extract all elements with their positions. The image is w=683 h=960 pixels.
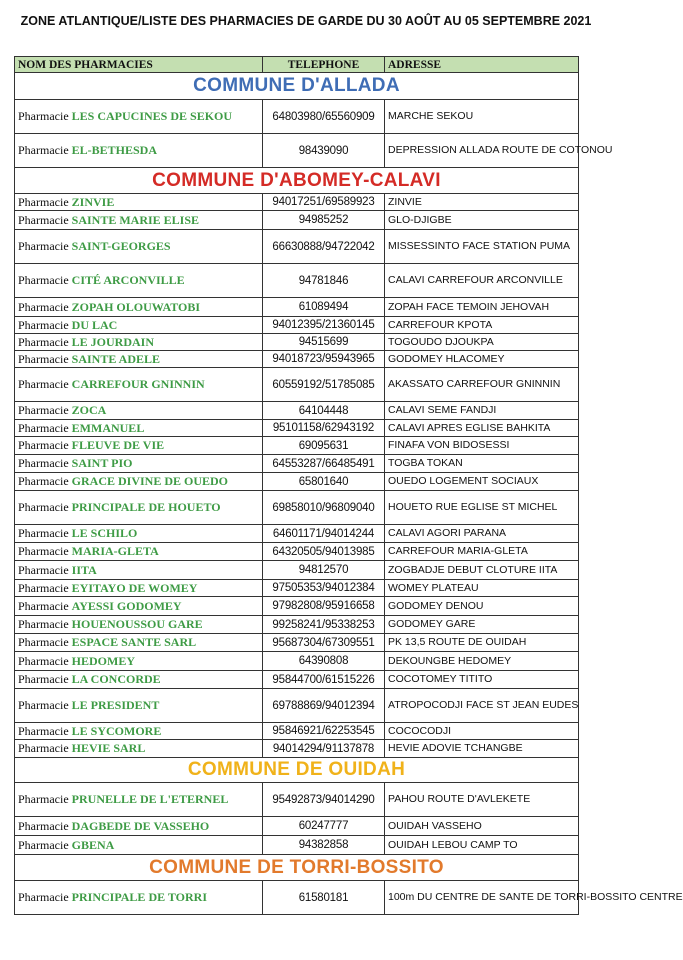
pharmacy-phone: 60559192/51785085 bbox=[263, 368, 385, 402]
pharmacy-row bbox=[15, 473, 579, 491]
pharmacy-name-cell bbox=[15, 783, 263, 817]
pharmacy-row bbox=[15, 134, 579, 168]
pharmacy-prefix: Pharmacie bbox=[18, 438, 69, 452]
pharmacy-prefix: Pharmacie bbox=[18, 698, 69, 712]
page-title: ZONE ATLANTIQUE/LISTE DES PHARMACIES DE GARDE DU 30 AOÛT AU 05 SEPTEMBRE 2021 bbox=[20, 14, 592, 28]
commune-heading: COMMUNE DE TORRI-BOSSITO bbox=[15, 855, 579, 881]
pharmacy-phone: 64803980/65560909 bbox=[263, 100, 385, 134]
pharmacy-name: LES CAPUCINES DE SEKOU bbox=[71, 109, 233, 123]
pharmacy-row bbox=[15, 580, 579, 597]
pharmacy-name-cell bbox=[15, 402, 263, 420]
pharmacy-address: CALAVI APRES EGLISE BAHKITA bbox=[385, 420, 579, 437]
pharmacy-prefix: Pharmacie bbox=[18, 143, 69, 157]
pharmacy-row bbox=[15, 264, 579, 298]
pharmacy-name-cell bbox=[15, 211, 263, 230]
pharmacy-name-cell bbox=[15, 317, 263, 334]
pharmacy-row bbox=[15, 334, 579, 351]
pharmacy-phone: 64320505/94013985 bbox=[263, 543, 385, 561]
pharmacy-name: HOUENOUSSOU GARE bbox=[71, 617, 203, 631]
pharmacy-prefix: Pharmacie bbox=[18, 456, 69, 470]
header-phone: TELEPHONE bbox=[263, 57, 385, 73]
pharmacy-phone: 65801640 bbox=[263, 473, 385, 491]
pharmacy-name: GBENA bbox=[71, 837, 115, 852]
header-address: ADRESSE bbox=[385, 57, 579, 73]
pharmacy-address: GODOMEY HLACOMEY bbox=[385, 351, 579, 368]
pharmacy-address: HEVIE ADOVIE TCHANGBE bbox=[385, 740, 579, 758]
pharmacy-prefix: Pharmacie bbox=[18, 890, 69, 904]
pharmacy-address: OUIDAH LEBOU CAMP TO bbox=[385, 836, 579, 855]
pharmacy-prefix: Pharmacie bbox=[18, 562, 69, 577]
pharmacy-name-cell bbox=[15, 597, 263, 616]
pharmacy-prefix: Pharmacie bbox=[18, 194, 69, 209]
pharmacy-prefix: Pharmacie bbox=[18, 212, 69, 227]
pharmacy-name-cell bbox=[15, 652, 263, 671]
pharmacy-name-cell bbox=[15, 368, 263, 402]
pharmacy-address: HOUETO RUE EGLISE ST MICHEL bbox=[385, 491, 579, 525]
pharmacy-table-body bbox=[15, 57, 683, 915]
pharmacy-phone: 94018723/95943965 bbox=[263, 351, 385, 368]
pharmacy-address: MISSESSINTO FACE STATION PUMA bbox=[385, 230, 579, 264]
pharmacy-row bbox=[15, 740, 579, 758]
pharmacy-name-cell bbox=[15, 420, 263, 437]
pharmacy-row bbox=[15, 783, 579, 817]
pharmacy-row bbox=[15, 652, 579, 671]
pharmacy-prefix: Pharmacie bbox=[18, 792, 69, 806]
pharmacy-phone: 94382858 bbox=[263, 836, 385, 855]
pharmacy-name: MARIA-GLETA bbox=[71, 544, 159, 558]
pharmacy-prefix: Pharmacie bbox=[18, 580, 69, 595]
pharmacy-name-cell bbox=[15, 455, 263, 473]
pharmacy-prefix: Pharmacie bbox=[18, 351, 69, 366]
pharmacy-name-cell bbox=[15, 264, 263, 298]
pharmacy-row bbox=[15, 402, 579, 420]
pharmacy-prefix: Pharmacie bbox=[18, 818, 69, 833]
pharmacy-address: MARCHE SEKOU bbox=[385, 100, 579, 134]
pharmacy-address: ATROPOCODJI FACE ST JEAN EUDES bbox=[385, 689, 579, 723]
pharmacy-prefix: Pharmacie bbox=[18, 239, 69, 253]
pharmacy-phone: 64390808 bbox=[263, 652, 385, 671]
pharmacy-prefix: Pharmacie bbox=[18, 617, 69, 631]
pharmacy-row bbox=[15, 351, 579, 368]
pharmacy-address: DEPRESSION ALLADA ROUTE DE COTONOU bbox=[385, 134, 579, 168]
pharmacy-address: CALAVI CARREFOUR ARCONVILLE bbox=[385, 264, 579, 298]
pharmacy-phone: 99258241/95338253 bbox=[263, 616, 385, 634]
pharmacy-name: SAINTE MARIE ELISE bbox=[71, 212, 200, 227]
pharmacy-name: DU LAC bbox=[71, 317, 118, 332]
pharmacy-phone: 61089494 bbox=[263, 298, 385, 317]
pharmacy-name-cell bbox=[15, 561, 263, 580]
pharmacy-row bbox=[15, 211, 579, 230]
pharmacy-prefix: Pharmacie bbox=[18, 526, 69, 540]
pharmacy-name-cell bbox=[15, 491, 263, 525]
pharmacy-name: LE SYCOMORE bbox=[71, 723, 162, 738]
pharmacy-name-cell bbox=[15, 616, 263, 634]
pharmacy-name: EL-BETHESDA bbox=[71, 143, 158, 157]
pharmacy-name-cell bbox=[15, 194, 263, 211]
pharmacy-name-cell bbox=[15, 817, 263, 836]
pharmacy-prefix: Pharmacie bbox=[18, 377, 69, 391]
pharmacy-name-cell bbox=[15, 881, 263, 915]
pharmacy-name: EYITAYO DE WOMEY bbox=[71, 580, 198, 595]
pharmacy-phone: 64601171/94014244 bbox=[263, 525, 385, 543]
pharmacy-address: TOGBA TOKAN bbox=[385, 455, 579, 473]
pharmacy-prefix: Pharmacie bbox=[18, 273, 69, 287]
pharmacy-phone: 97982808/95916658 bbox=[263, 597, 385, 616]
pharmacy-name: PRUNELLE DE L'ETERNEL bbox=[71, 792, 229, 806]
pharmacy-address: ZOGBADJE DEBUT CLOTURE IITA bbox=[385, 561, 579, 580]
pharmacy-phone: 69858010/96809040 bbox=[263, 491, 385, 525]
pharmacy-prefix: Pharmacie bbox=[18, 500, 69, 514]
commune-row bbox=[15, 168, 579, 194]
pharmacy-row bbox=[15, 616, 579, 634]
pharmacy-name-cell bbox=[15, 134, 263, 168]
pharmacy-name: LE PRESIDENT bbox=[71, 698, 160, 712]
pharmacy-prefix: Pharmacie bbox=[18, 837, 69, 852]
pharmacy-row bbox=[15, 420, 579, 437]
pharmacy-row bbox=[15, 671, 579, 689]
pharmacy-name: AYESSI GODOMEY bbox=[71, 598, 182, 613]
pharmacy-row bbox=[15, 437, 579, 455]
pharmacy-prefix: Pharmacie bbox=[18, 741, 69, 755]
pharmacy-phone: 66630888/94722042 bbox=[263, 230, 385, 264]
pharmacy-address: PK 13,5 ROUTE DE OUIDAH bbox=[385, 634, 579, 652]
table-header-row bbox=[15, 57, 579, 73]
pharmacy-prefix: Pharmacie bbox=[18, 403, 69, 417]
pharmacy-phone: 97505353/94012384 bbox=[263, 580, 385, 597]
pharmacy-row bbox=[15, 317, 579, 334]
pharmacy-name-cell bbox=[15, 334, 263, 351]
pharmacy-name-cell bbox=[15, 437, 263, 455]
pharmacy-phone: 95101158/62943192 bbox=[263, 420, 385, 437]
pharmacy-address: CARREFOUR KPOTA bbox=[385, 317, 579, 334]
pharmacy-row bbox=[15, 194, 579, 211]
pharmacy-prefix: Pharmacie bbox=[18, 635, 69, 649]
commune-heading: COMMUNE DE OUIDAH bbox=[15, 758, 579, 783]
pharmacy-address: CALAVI SEME FANDJI bbox=[385, 402, 579, 420]
pharmacy-name: GRACE DIVINE DE OUEDO bbox=[71, 474, 229, 488]
pharmacy-row bbox=[15, 298, 579, 317]
pharmacy-row bbox=[15, 881, 579, 915]
pharmacy-name-cell bbox=[15, 298, 263, 317]
pharmacy-phone: 94781846 bbox=[263, 264, 385, 298]
pharmacy-address: ZINVIE bbox=[385, 194, 579, 211]
pharmacy-address: FINAFA VON BIDOSESSI bbox=[385, 437, 579, 455]
pharmacy-phone: 94014294/91137878 bbox=[263, 740, 385, 758]
pharmacy-phone: 94515699 bbox=[263, 334, 385, 351]
pharmacy-phone: 95687304/67309551 bbox=[263, 634, 385, 652]
pharmacy-prefix: Pharmacie bbox=[18, 544, 69, 558]
pharmacy-name: LE JOURDAIN bbox=[71, 334, 154, 349]
pharmacy-address: TOGOUDO DJOUKPA bbox=[385, 334, 579, 351]
pharmacy-prefix: Pharmacie bbox=[18, 653, 69, 668]
pharmacy-name-cell bbox=[15, 525, 263, 543]
pharmacy-phone: 94812570 bbox=[263, 561, 385, 580]
pharmacy-name: IITA bbox=[71, 562, 97, 577]
pharmacy-row bbox=[15, 634, 579, 652]
pharmacy-name: SAINTE ADELE bbox=[71, 351, 161, 366]
pharmacy-name-cell bbox=[15, 473, 263, 491]
pharmacy-row bbox=[15, 597, 579, 616]
pharmacy-prefix: Pharmacie bbox=[18, 334, 69, 349]
pharmacy-name: DAGBEDE DE VASSEHO bbox=[71, 818, 210, 833]
pharmacy-row bbox=[15, 455, 579, 473]
pharmacy-row bbox=[15, 491, 579, 525]
pharmacy-prefix: Pharmacie bbox=[18, 317, 69, 332]
pharmacy-prefix: Pharmacie bbox=[18, 723, 69, 738]
pharmacy-address: CARREFOUR MARIA-GLETA bbox=[385, 543, 579, 561]
pharmacy-name-cell bbox=[15, 230, 263, 264]
pharmacy-address: DEKOUNGBE HEDOMEY bbox=[385, 652, 579, 671]
pharmacy-name: ZOCA bbox=[71, 403, 107, 417]
pharmacy-phone: 69788869/94012394 bbox=[263, 689, 385, 723]
pharmacy-address: 100m DU CENTRE DE SANTE DE TORRI-BOSSITO CENTRE bbox=[385, 881, 579, 915]
pharmacy-phone: 64104448 bbox=[263, 402, 385, 420]
pharmacy-address: GLO-DJIGBE bbox=[385, 211, 579, 230]
pharmacy-row bbox=[15, 561, 579, 580]
commune-heading: COMMUNE D'ABOMEY-CALAVI bbox=[15, 168, 579, 194]
pharmacy-phone: 95846921/62253545 bbox=[263, 723, 385, 740]
pharmacy-table bbox=[14, 56, 683, 915]
pharmacy-name-cell bbox=[15, 740, 263, 758]
pharmacy-address: ZOPAH FACE TEMOIN JEHOVAH bbox=[385, 298, 579, 317]
pharmacy-row bbox=[15, 817, 579, 836]
pharmacy-address: PAHOU ROUTE D'AVLEKETE bbox=[385, 783, 579, 817]
pharmacy-address: CALAVI AGORI PARANA bbox=[385, 525, 579, 543]
pharmacy-name-cell bbox=[15, 543, 263, 561]
pharmacy-address: WOMEY PLATEAU bbox=[385, 580, 579, 597]
pharmacy-prefix: Pharmacie bbox=[18, 598, 69, 613]
pharmacy-row bbox=[15, 230, 579, 264]
pharmacy-address: OUIDAH VASSEHO bbox=[385, 817, 579, 836]
pharmacy-name-cell bbox=[15, 836, 263, 855]
pharmacy-phone: 98439090 bbox=[263, 134, 385, 168]
pharmacy-phone: 95492873/94014290 bbox=[263, 783, 385, 817]
pharmacy-name: ZINVIE bbox=[71, 194, 115, 209]
pharmacy-prefix: Pharmacie bbox=[18, 299, 69, 314]
pharmacy-name: CITÉ ARCONVILLE bbox=[71, 273, 185, 287]
pharmacy-row bbox=[15, 100, 579, 134]
pharmacy-name-cell bbox=[15, 580, 263, 597]
pharmacy-row bbox=[15, 689, 579, 723]
pharmacy-row bbox=[15, 525, 579, 543]
pharmacy-name: ZOPAH OLOUWATOBI bbox=[71, 299, 201, 314]
pharmacy-row bbox=[15, 723, 579, 740]
pharmacy-name-cell bbox=[15, 100, 263, 134]
pharmacy-name: HEDOMEY bbox=[71, 653, 135, 668]
pharmacy-prefix: Pharmacie bbox=[18, 109, 69, 123]
pharmacy-address: GODOMEY DENOU bbox=[385, 597, 579, 616]
pharmacy-name: PRINCIPALE DE TORRI bbox=[71, 890, 208, 904]
pharmacy-name: SAINT PIO bbox=[71, 456, 133, 470]
pharmacy-phone: 60247777 bbox=[263, 817, 385, 836]
pharmacy-name: HEVIE SARL bbox=[71, 741, 146, 755]
pharmacy-name: EMMANUEL bbox=[71, 420, 145, 435]
pharmacy-address: COCOTOMEY TITITO bbox=[385, 671, 579, 689]
pharmacy-phone: 94017251/69589923 bbox=[263, 194, 385, 211]
commune-row bbox=[15, 855, 579, 881]
pharmacy-name-cell bbox=[15, 723, 263, 740]
pharmacy-phone: 64553287/66485491 bbox=[263, 455, 385, 473]
pharmacy-name-cell bbox=[15, 671, 263, 689]
pharmacy-address: AKASSATO CARREFOUR GNINNIN bbox=[385, 368, 579, 402]
pharmacy-name: SAINT-GEORGES bbox=[71, 239, 171, 253]
commune-heading: COMMUNE D'ALLADA bbox=[15, 73, 579, 100]
commune-row bbox=[15, 758, 579, 783]
pharmacy-prefix: Pharmacie bbox=[18, 672, 69, 686]
pharmacy-row bbox=[15, 543, 579, 561]
pharmacy-name-cell bbox=[15, 689, 263, 723]
pharmacy-row bbox=[15, 368, 579, 402]
pharmacy-phone: 95844700/61515226 bbox=[263, 671, 385, 689]
pharmacy-name: LE SCHILO bbox=[71, 526, 138, 540]
pharmacy-address: GODOMEY GARE bbox=[385, 616, 579, 634]
pharmacy-prefix: Pharmacie bbox=[18, 420, 69, 435]
pharmacy-name: CARREFOUR GNINNIN bbox=[71, 377, 205, 391]
pharmacy-phone: 61580181 bbox=[263, 881, 385, 915]
pharmacy-prefix: Pharmacie bbox=[18, 474, 69, 488]
pharmacy-name: PRINCIPALE DE HOUETO bbox=[71, 500, 221, 514]
pharmacy-row bbox=[15, 836, 579, 855]
pharmacy-phone: 94985252 bbox=[263, 211, 385, 230]
pharmacy-name-cell bbox=[15, 634, 263, 652]
pharmacy-address: OUEDO LOGEMENT SOCIAUX bbox=[385, 473, 579, 491]
pharmacy-name: ESPACE SANTE SARL bbox=[71, 635, 197, 649]
pharmacy-phone: 69095631 bbox=[263, 437, 385, 455]
pharmacy-address: COCOCODJI bbox=[385, 723, 579, 740]
pharmacy-name: FLEUVE DE VIE bbox=[71, 438, 165, 452]
header-name: NOM DES PHARMACIES bbox=[15, 57, 263, 73]
commune-row bbox=[15, 73, 579, 100]
pharmacy-name-cell bbox=[15, 351, 263, 368]
pharmacy-name: LA CONCORDE bbox=[71, 672, 161, 686]
pharmacy-phone: 94012395/21360145 bbox=[263, 317, 385, 334]
